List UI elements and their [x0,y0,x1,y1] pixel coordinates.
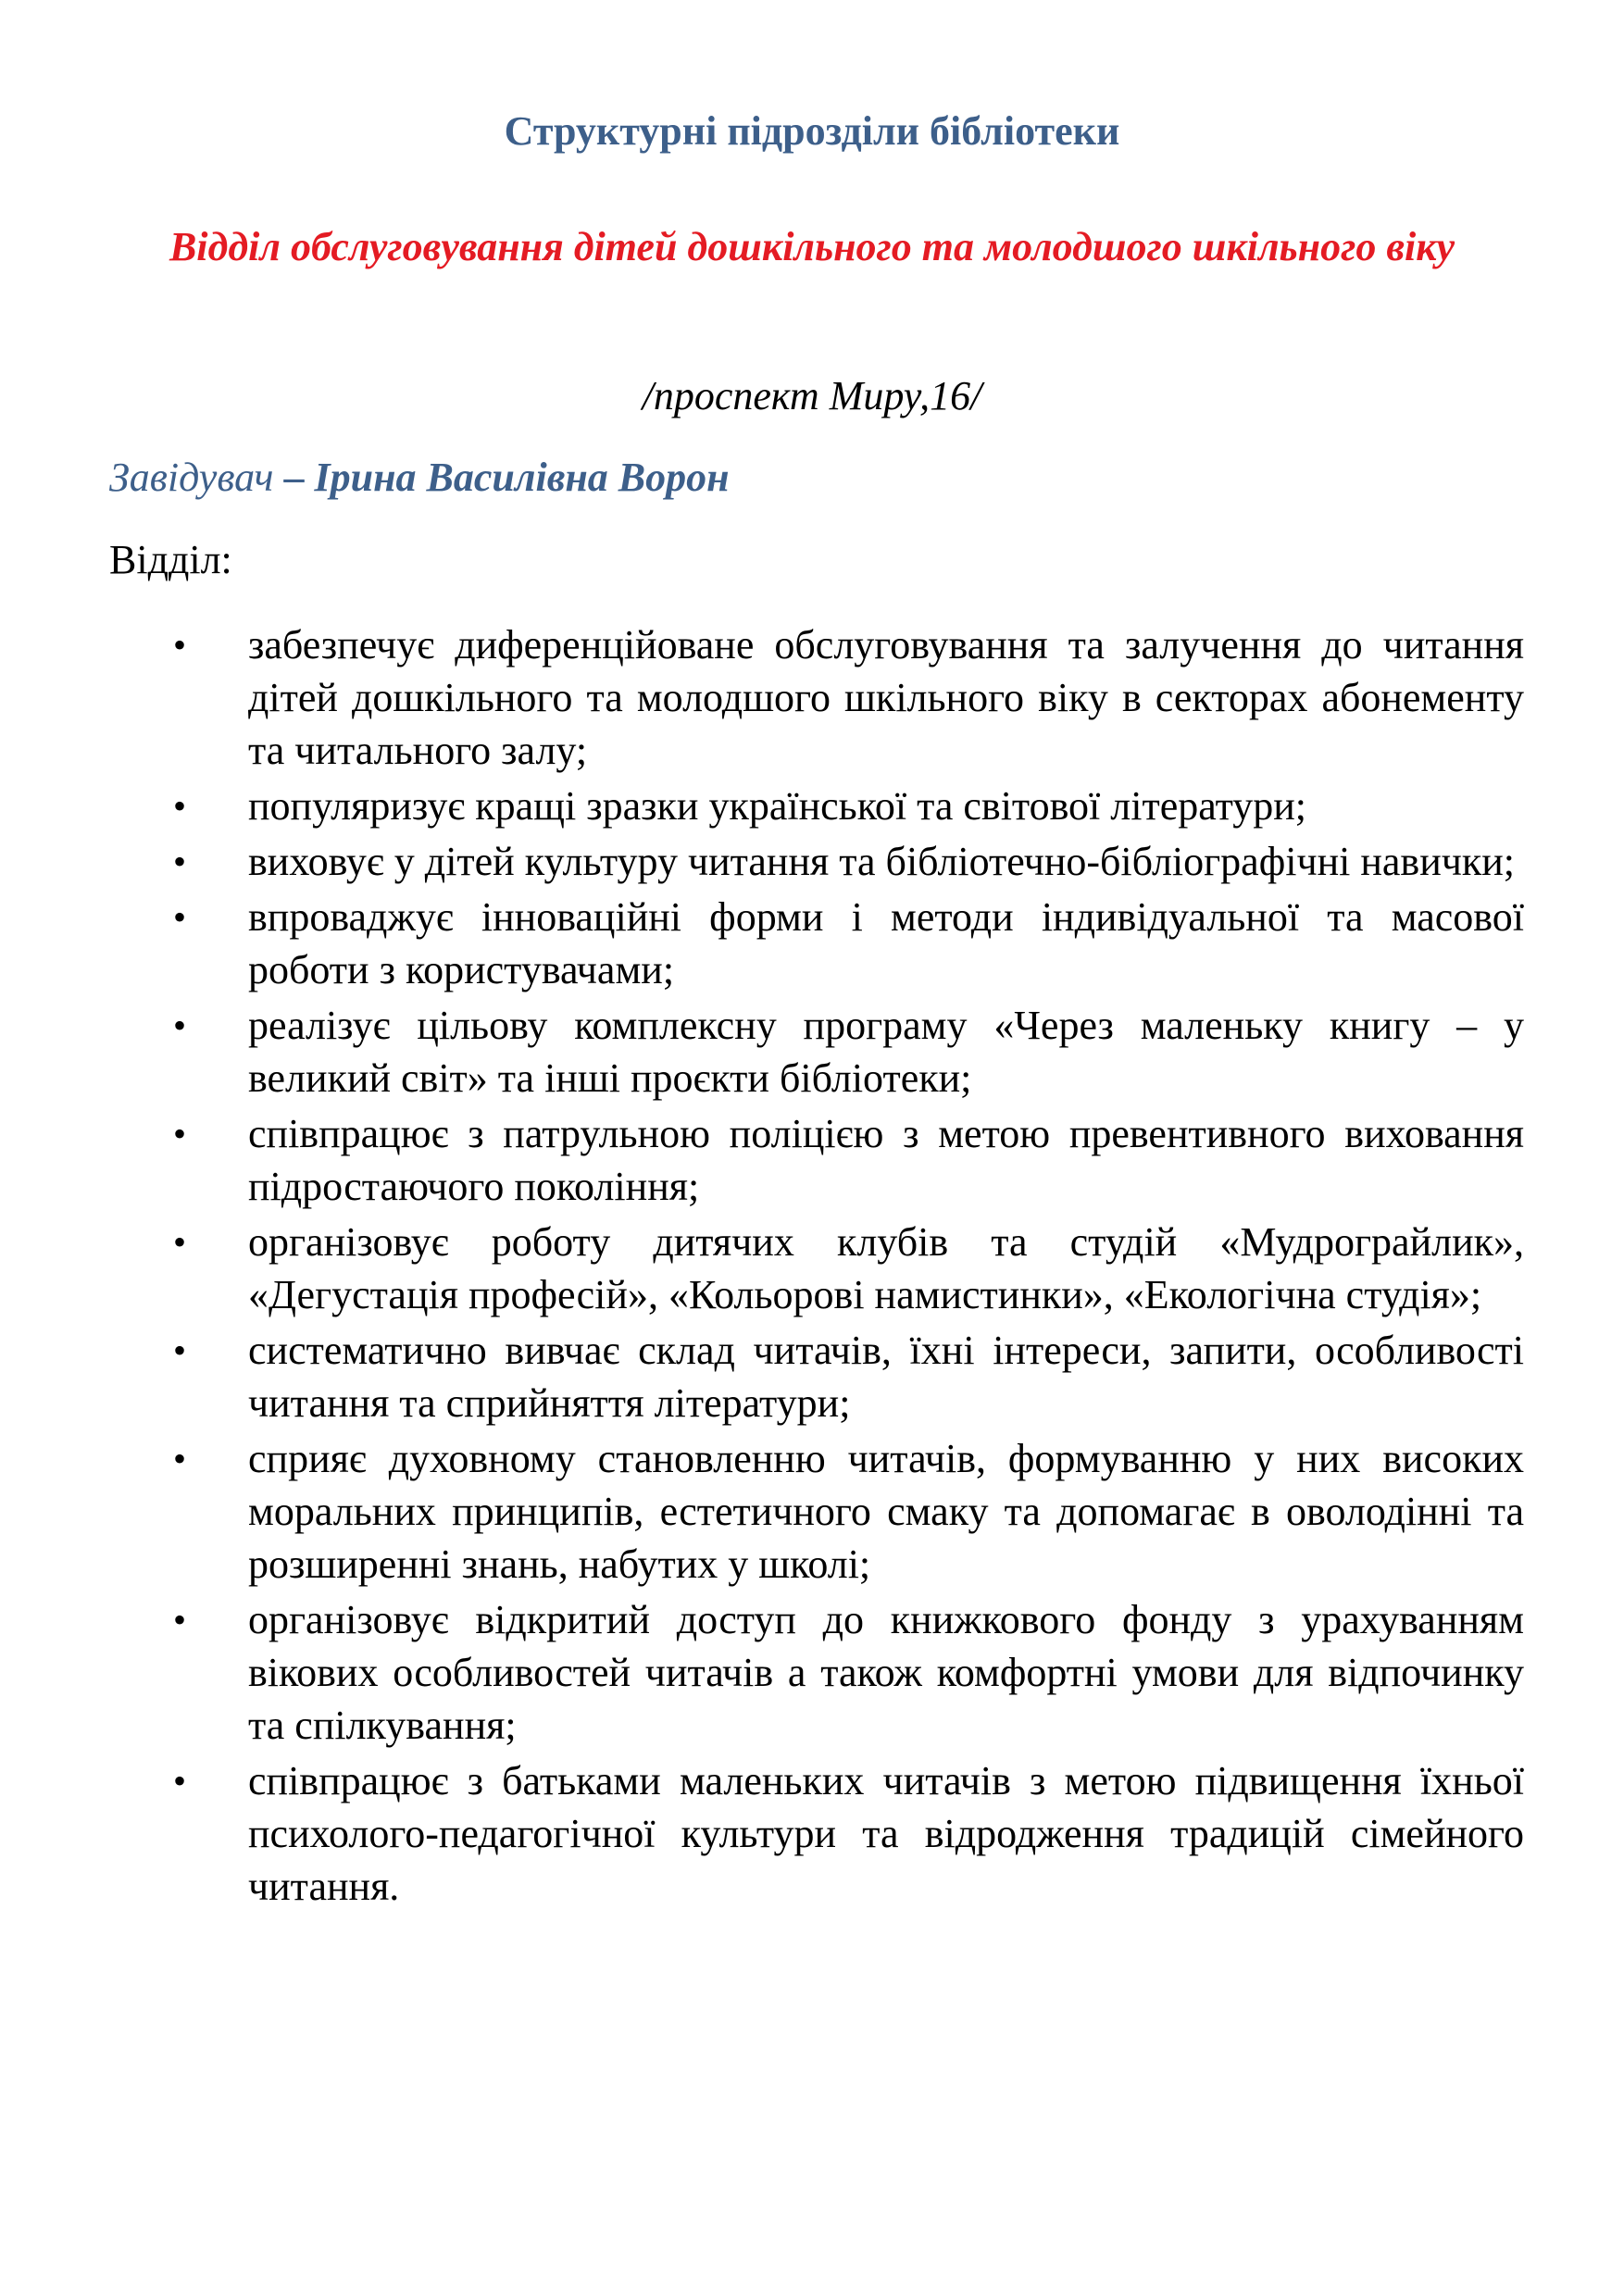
list-item-text: виховує у дітей культуру читання та бібліотечно-бібліографічні навички; [248,839,1516,884]
bullet-icon: • [173,1329,187,1371]
list-item-text: реалізує цільову комплексну програму «Через маленьку книгу – у великий світ» та інші проєкти бібліотеки; [248,1003,1524,1101]
list-item-text: впроваджує інноваційні форми і методи індивідуальної та масової роботи з користувачами; [248,894,1524,992]
list-item-text: організовує відкритий доступ до книжкового фонду з урахуванням вікових особливостей читачів а також комфортні умови для відпочинку та спілкування; [248,1597,1524,1748]
list-item-text: популяризує кращі зразки української та світової літератури; [248,783,1307,829]
department-address: /проспект Миру,16/ [642,373,982,418]
list-item [0,1216,1624,1321]
list-item [0,1324,1624,1429]
bullet-icon: • [173,785,187,827]
head-role: Завідувач [109,455,274,500]
bullet-icon: • [173,1599,187,1641]
list-item-text: організовує роботу дитячих клубів та студій «Мудрограйлик», «Дегустація професій», «Кольорові намистинки», «Екологічна студія»; [248,1219,1524,1317]
list-item [0,835,1624,888]
list-item-text: систематично вивчає склад читачів, їхні інтереси, запити, особливості читання та сприйняття літератури; [248,1328,1524,1426]
department-head [109,450,730,505]
intro-text: Відділ: [109,537,232,582]
bullet-icon: • [173,1221,187,1263]
duties-list [0,618,1624,1915]
bullet-icon: • [173,841,187,882]
list-item [0,1754,1624,1913]
list-item-text: забезпечує диференційоване обслуговування та залучення до читання дітей дошкільного та молодшого шкільного віку в секторах абонементу та читального залу; [248,622,1524,773]
bullet-icon: • [173,624,187,666]
list-item-text: співпрацює з батьками маленьких читачів з метою підвищення їхньої психолого-педагогічної культури та відродження традицій сімейного читання. [248,1758,1524,1909]
department-heading: Відділ обслуговування дітей дошкільного та молодшого шкільного віку [169,224,1455,269]
bullet-icon: • [173,1760,187,1802]
list-item-text: співпрацює з патрульною поліцією з метою превентивного виховання підростаючого покоління; [248,1111,1524,1209]
page-title: Структурні підрозділи бібліотеки [504,108,1120,154]
bullet-icon: • [173,1438,187,1479]
list-item [0,1107,1624,1213]
list-item [0,1432,1624,1591]
list-item-text: сприяє духовному становленню читачів, формуванню у них високих моральних принципів, естетичного смаку та допомагає в оволодінні та розширенні знань, набутих у школі; [248,1436,1524,1587]
list-item [0,999,1624,1104]
bullet-icon: • [173,1113,187,1154]
head-dash: – [283,455,305,500]
list-item [0,1593,1624,1752]
list-item [0,618,1624,777]
bullet-icon: • [173,896,187,938]
head-name: Ірина Василівна Ворон [314,455,730,500]
bullet-icon: • [173,1004,187,1046]
list-item [0,891,1624,996]
list-item [0,780,1624,832]
